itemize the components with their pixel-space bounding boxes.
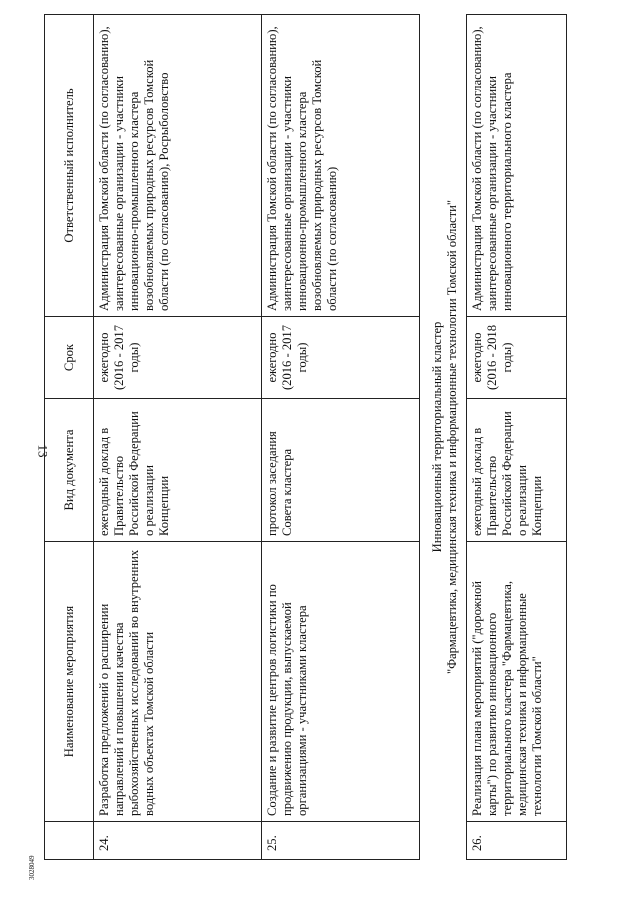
section-heading — [420, 15, 467, 860]
responsible-executor: Администрация Томской области (по согласованию), заинтересованные организации - участники инновационно-промышленного кластера возобновляемых природных ресурсов Томской области (по согласованию) — [262, 15, 420, 317]
document-type: ежегодный доклад в Правительство Российской Федерации о реализации Концепции — [94, 399, 262, 542]
document-type: ежегодный доклад в Правительство Российской Федерации о реализации Концепции — [467, 399, 567, 542]
section-subtitle: "Фармацевтика, медицинская техника и информационные технологии Томской области" — [445, 199, 459, 675]
table-row — [467, 15, 567, 860]
document-code: 3028049 — [28, 855, 36, 880]
table-header-row — [45, 15, 94, 860]
term: ежегодно (2016 - 2018 годы) — [467, 317, 567, 399]
table-row — [94, 15, 262, 860]
measures-table — [44, 14, 567, 860]
responsible-executor: Администрация Томской области (по согласованию), заинтересованные организации - участники инновационно-промышленного кластера возобновляемых природных ресурсов Томской области (по согласованию), Росрыболовство — [94, 15, 262, 317]
term: ежегодно (2016 - 2017 годы) — [94, 317, 262, 399]
header-document-type: Вид документа — [45, 399, 94, 542]
rotated-table-sheet — [44, 15, 640, 860]
row-number: 24. — [94, 822, 262, 860]
term: ежегодно (2016 - 2017 годы) — [262, 317, 420, 399]
row-number: 26. — [467, 822, 567, 860]
section-title: Инновационный территориальный кластер — [430, 321, 444, 553]
header-term: Срок — [45, 317, 94, 399]
table-row — [262, 15, 420, 860]
header-measure-name: Наименование мероприятия — [45, 542, 94, 822]
responsible-executor: Администрация Томской области (по согласованию), заинтересованные организации - участники инновационного территориального кластера — [467, 15, 567, 317]
page-number: 13 — [35, 444, 51, 458]
document-type: протокол заседания Совета кластера — [262, 399, 420, 542]
measure-name: Реализация плана мероприятий ("дорожной карты") по развитию инновационного территориального кластера "Фармацевтика, медицинская техника и информационные технологии Томской области" — [467, 542, 567, 822]
row-number: 25. — [262, 822, 420, 860]
measure-name: Создание и развитие центров логистики по продвижению продукции, выпускаемой организациями - участниками кластера — [262, 542, 420, 822]
measure-name: Разработка предложений о расширении направлений и повышении качества рыбохозяйственных исследований во внутренних водных объектах Томской области — [94, 542, 262, 822]
section-heading-row — [420, 15, 467, 860]
header-responsible: Ответственный исполнитель — [45, 15, 94, 317]
header-number — [45, 822, 94, 860]
